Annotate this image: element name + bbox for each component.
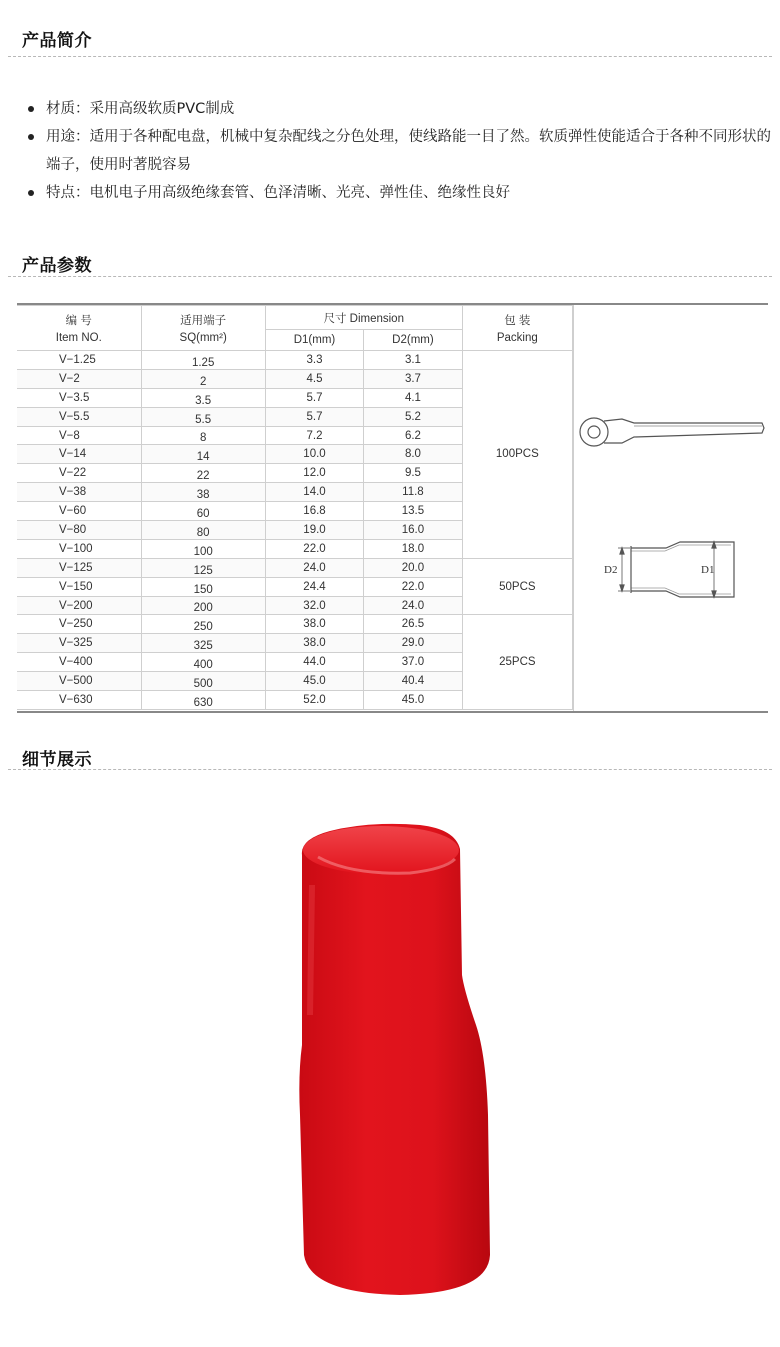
- cell-sq: 5.5: [141, 407, 265, 426]
- section-title-detail: 细节展示: [22, 750, 92, 770]
- cell-d1: 12.0: [265, 464, 363, 483]
- cell-sq: 80: [141, 521, 265, 540]
- cell-item-no: V−22: [17, 464, 141, 483]
- table-row: [17, 558, 573, 577]
- cell-item-no: V−80: [17, 521, 141, 540]
- cell-d2: 22.0: [364, 577, 462, 596]
- cell-d2: 6.2: [364, 426, 462, 445]
- cell-d1: 3.3: [265, 351, 363, 370]
- cell-sq: 250: [141, 615, 265, 634]
- cell-d2: 26.5: [364, 615, 462, 634]
- header-packing: [462, 306, 572, 351]
- header-dimension: 尺寸 Dimension: [265, 306, 462, 330]
- section-divider: [8, 276, 772, 277]
- cell-item-no: V−2: [17, 369, 141, 388]
- spec-table-panel: [17, 303, 768, 713]
- section-divider: [8, 769, 772, 770]
- cell-sq: 400: [141, 653, 265, 672]
- cell-d1: 5.7: [265, 388, 363, 407]
- cell-sq: 14: [141, 445, 265, 464]
- cell-d2: 40.4: [364, 672, 462, 691]
- cell-d2: 4.1: [364, 388, 462, 407]
- cell-d1: 44.0: [265, 653, 363, 672]
- header-sq-en: SQ(mm²): [179, 332, 227, 344]
- cell-sq: 500: [141, 672, 265, 691]
- cell-item-no: V−630: [17, 691, 141, 710]
- cell-d1: 24.0: [265, 558, 363, 577]
- section-title-params: 产品参数: [22, 256, 92, 276]
- ring-terminal-icon: [580, 418, 764, 446]
- cell-d2: 13.5: [364, 502, 462, 521]
- cell-d1: 45.0: [265, 672, 363, 691]
- intro-item-usage: 用途：适用于各种配电盘，机械中复杂配线之分色处理，使线路能一目了然。软质弹性使能适合于各种不同形状的端子，使用时著脱容易: [26, 123, 771, 179]
- diagram-label-d2: D2: [604, 564, 618, 576]
- table-row: [17, 351, 573, 370]
- header-item-en: Item NO.: [55, 332, 102, 344]
- cell-sq: 1.25: [141, 351, 265, 370]
- cell-d1: 16.8: [265, 502, 363, 521]
- cell-item-no: V−250: [17, 615, 141, 634]
- cell-d2: 11.8: [364, 483, 462, 502]
- cell-packing: 100PCS: [462, 351, 572, 559]
- diagram-cell: [573, 305, 769, 711]
- header-item-cn: 编 号: [65, 315, 92, 327]
- intro-list: [26, 95, 771, 207]
- spec-table-body: [17, 351, 573, 710]
- cell-d2: 18.0: [364, 539, 462, 558]
- cell-d1: 4.5: [265, 369, 363, 388]
- insulation-sleeve-diagram: [618, 542, 734, 597]
- section-divider: [8, 56, 772, 57]
- cell-d1: 19.0: [265, 521, 363, 540]
- cell-sq: 3.5: [141, 388, 265, 407]
- cell-sq: 630: [141, 691, 265, 710]
- cell-item-no: V−100: [17, 539, 141, 558]
- cell-d2: 8.0: [364, 445, 462, 464]
- cell-item-no: V−8: [17, 426, 141, 445]
- cell-item-no: V−3.5: [17, 388, 141, 407]
- cell-sq: 150: [141, 577, 265, 596]
- cell-item-no: V−60: [17, 502, 141, 521]
- cell-item-no: V−500: [17, 672, 141, 691]
- cell-d1: 5.7: [265, 407, 363, 426]
- cell-d2: 37.0: [364, 653, 462, 672]
- cell-d1: 32.0: [265, 596, 363, 615]
- product-photo: [290, 815, 510, 1305]
- cell-d2: 24.0: [364, 596, 462, 615]
- cell-item-no: V−5.5: [17, 407, 141, 426]
- intro-item-features: 特点：电机电子用高级绝缘套管、色泽清晰、光亮、弹性佳、绝缘性良好: [26, 179, 771, 207]
- cell-d1: 38.0: [265, 615, 363, 634]
- cell-item-no: V−38: [17, 483, 141, 502]
- header-d2: D2(mm): [364, 330, 462, 351]
- intro-item-material: 材质：采用高级软质PVC制成: [26, 95, 771, 123]
- cell-packing: 50PCS: [462, 558, 572, 615]
- cell-item-no: V−1.25: [17, 351, 141, 370]
- cell-d1: 14.0: [265, 483, 363, 502]
- terminal-diagram: [574, 305, 769, 711]
- red-sleeve-illustration: [290, 815, 510, 1305]
- cell-sq: 325: [141, 634, 265, 653]
- cell-packing: 25PCS: [462, 615, 572, 709]
- cell-d2: 29.0: [364, 634, 462, 653]
- header-d1: D1(mm): [265, 330, 363, 351]
- section-title-intro: 产品简介: [22, 31, 92, 51]
- header-item: [17, 306, 141, 351]
- cell-d2: 16.0: [364, 521, 462, 540]
- cell-sq: 60: [141, 502, 265, 521]
- cell-sq: 2: [141, 369, 265, 388]
- table-row: [17, 615, 573, 634]
- cell-sq: 100: [141, 539, 265, 558]
- header-sq-cn: 适用端子: [180, 315, 227, 327]
- cell-sq: 38: [141, 483, 265, 502]
- cell-d2: 5.2: [364, 407, 462, 426]
- cell-d2: 20.0: [364, 558, 462, 577]
- cell-d1: 22.0: [265, 539, 363, 558]
- cell-d1: 24.4: [265, 577, 363, 596]
- cell-d2: 3.7: [364, 369, 462, 388]
- cell-d1: 52.0: [265, 691, 363, 710]
- cell-item-no: V−125: [17, 558, 141, 577]
- cell-item-no: V−14: [17, 445, 141, 464]
- cell-d1: 7.2: [265, 426, 363, 445]
- cell-sq: 22: [141, 464, 265, 483]
- cell-sq: 125: [141, 558, 265, 577]
- header-packing-cn: 包 装: [504, 315, 531, 327]
- header-packing-en: Packing: [496, 332, 538, 344]
- spec-table: [17, 305, 573, 710]
- cell-d1: 38.0: [265, 634, 363, 653]
- diagram-label-d1: D1: [701, 564, 715, 576]
- header-sq: [141, 306, 265, 351]
- cell-sq: 200: [141, 596, 265, 615]
- cell-item-no: V−400: [17, 653, 141, 672]
- cell-d1: 10.0: [265, 445, 363, 464]
- cell-item-no: V−325: [17, 634, 141, 653]
- cell-d2: 3.1: [364, 351, 462, 370]
- cell-sq: 8: [141, 426, 265, 445]
- cell-item-no: V−200: [17, 596, 141, 615]
- cell-d2: 9.5: [364, 464, 462, 483]
- cell-d2: 45.0: [364, 691, 462, 710]
- cell-item-no: V−150: [17, 577, 141, 596]
